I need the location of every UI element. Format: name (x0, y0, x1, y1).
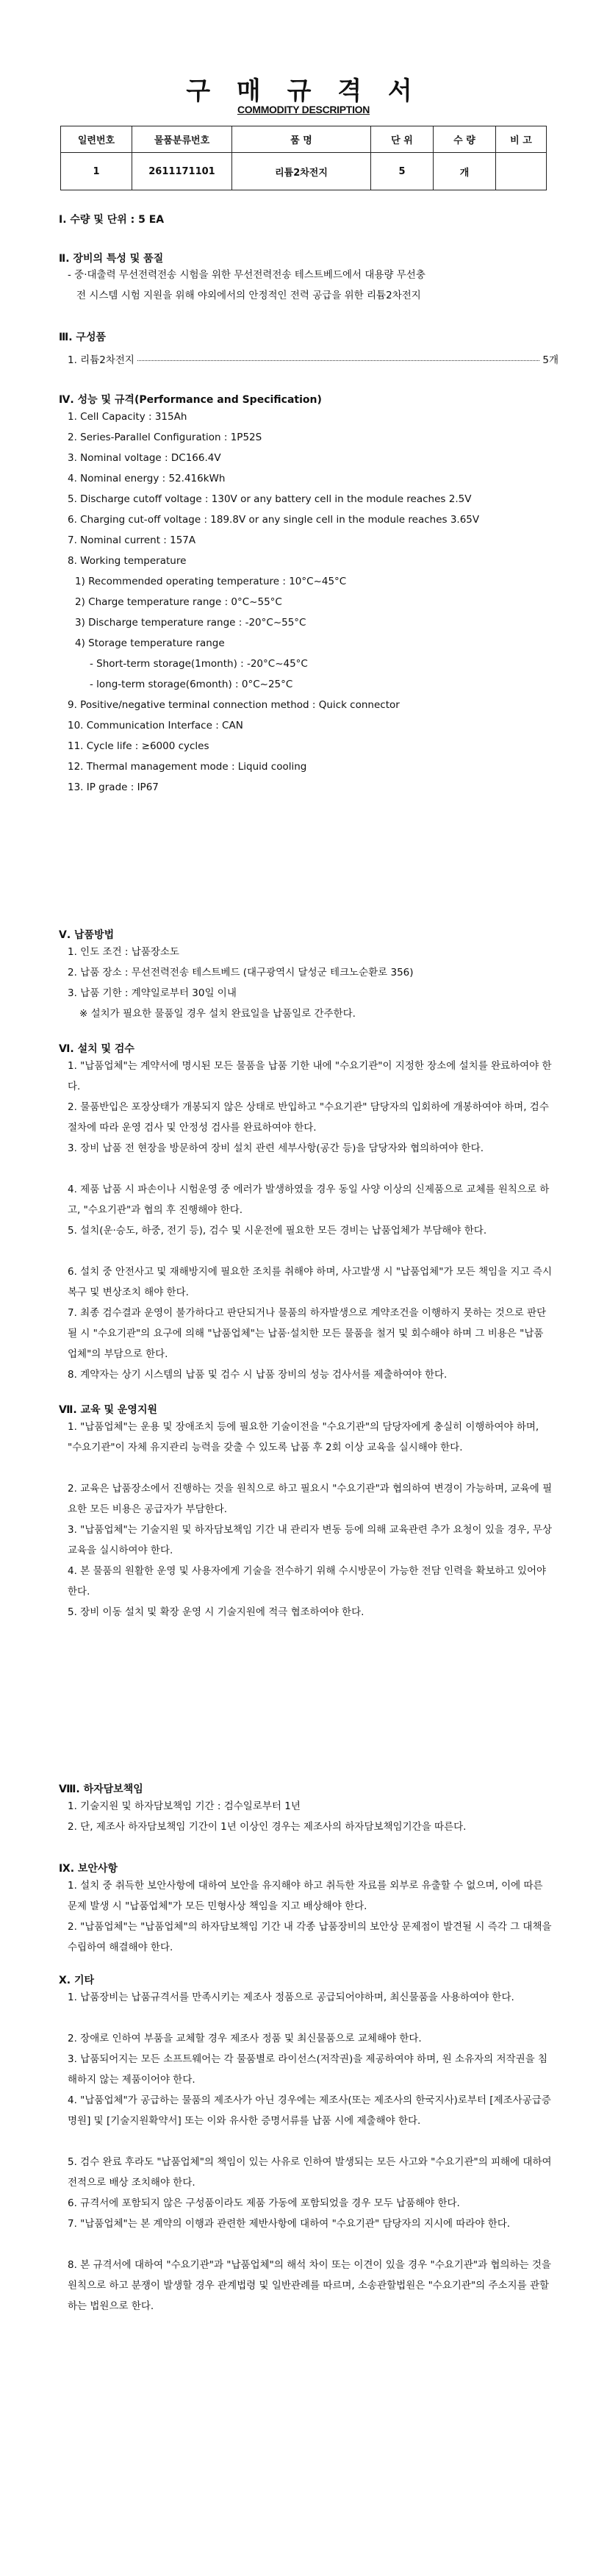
table-header: 수 량 (434, 126, 496, 153)
training-item: 3. "납품업체"는 기술지원 및 하자담보책임 기간 내 관리자 변동 등에 의해 교육관련 추가 요청이 있을 경우, 무상교육을 실시하여야 한다. (68, 1524, 553, 1556)
spec-item: 3. Nominal voltage : DC166.4V (68, 452, 221, 464)
warranty-item: 2. 단, 제조사 하자담보책임 기간이 1년 이상인 경우는 제조사의 하자담보책임기간을 따른다. (68, 1821, 467, 1833)
delivery-item: 1. 인도 조건 : 납품장소도 (68, 946, 179, 958)
delivery-note: ※ 설치가 필요한 물품일 경우 설치 완료일을 납품일로 간주한다. (79, 1008, 356, 1020)
installation-item: 3. 장비 납품 전 현장을 방문하여 장비 설치 관련 세부사항(공간 등)을 담당자와 협의하여야 한다. (68, 1142, 484, 1154)
table-cell: 1 (61, 153, 132, 190)
document-title: 구 매 규 격 서 (186, 76, 421, 106)
spec-subitem: 2) Charge temperature range : 0°C~55°C (75, 596, 282, 608)
document-subtitle: COMMODITY DESCRIPTION (237, 104, 370, 115)
table-row (61, 153, 547, 190)
leader-dots (137, 359, 539, 361)
spec-item: 13. IP grade : IP67 (68, 781, 159, 793)
section-title-security: Ⅸ. 보안사항 (59, 1863, 118, 1875)
section-title-specifications: Ⅳ. 성능 및 규격(Performance and Specification) (59, 394, 322, 406)
section-text: - 중·대출력 무선전력전송 시험을 위한 무선전력전송 테스트베드에서 대용량 무선충 (68, 269, 425, 281)
security-item: 1. 설치 중 취득한 보안사항에 대하여 보안을 유지해야 하고 취득한 자료를 외부로 유출할 수 없으며, 이에 따른 문제 발생 시 "납품업체"가 모든 민형사상 책임을 지고 배상해야 한다. (68, 1880, 543, 1912)
spec-item: 6. Charging cut-off voltage : 189.8V or any single cell in the module reaches 3.65V (68, 514, 480, 526)
spec-item: 10. Communication Interface : CAN (68, 720, 243, 731)
installation-item: 2. 물품반입은 포장상태가 개봉되지 않은 상태로 반입하고 "수요기관" 담당자의 입회하에 개봉하여야 하며, 검수절차에 따라 운영 검사 및 안정성 검사를 완료하여야 한다. (68, 1101, 549, 1134)
spec-item: 4. Nominal energy : 52.416kWh (68, 473, 226, 484)
table-header: 물품분류번호 (132, 126, 232, 153)
spec-subitem: - long-term storage(6month) : 0°C~25°C (90, 679, 293, 690)
section-text: 전 시스템 시험 지원을 위해 야외에서의 안정적인 전력 공급을 위한 리튬2차전지 (76, 290, 421, 301)
component-row (68, 348, 558, 369)
spec-subitem: 3) Discharge temperature range : -20°C~55°C (75, 617, 306, 629)
etc-item: 7. "납품업체"는 본 계약의 이행과 관련한 제반사항에 대하여 "수요기관" 담당자의 지시에 따라야 한다. (68, 2218, 511, 2230)
training-item: 5. 장비 이동 설치 및 확장 운영 시 기술지원에 적극 협조하여야 한다. (68, 1606, 364, 1618)
installation-item: 7. 최종 검수결과 운영이 불가하다고 판단되거나 물품의 하자발생으로 계약조건을 이행하지 못하는 것으로 판단될 시 "수요기관"의 요구에 의해 "납품업체"는 납품·설치한 모든 물품을 철거 및 회수해야 하며 그 비용은 "납품업체"의 부담으로 한다. (68, 1307, 547, 1360)
table-cell: 5 (371, 153, 434, 190)
etc-item: 5. 검수 완료 후라도 "납품업체"의 책임이 있는 사유로 인하여 발생되는 모든 사고와 "수요기관"의 피해에 대하여 전적으로 배상 조치해야 한다. (68, 2156, 552, 2189)
installation-item: 6. 설치 중 안전사고 및 재해방지에 필요한 조치를 취해야 하며, 사고발생 시 "납품업체"가 모든 책임을 지고 즉시 복구 및 변상조치 해야 한다. (68, 1266, 553, 1298)
section-title-training: Ⅶ. 교육 및 운영지원 (59, 1404, 158, 1416)
spec-item: 9. Positive/negative terminal connection method : Quick connector (68, 699, 400, 711)
spec-item: 7. Nominal current : 157A (68, 534, 196, 546)
section-title-components: Ⅲ. 구성품 (59, 332, 106, 343)
spec-subitem: - Short-term storage(1month) : -20°C~45°C (90, 658, 308, 670)
warranty-item: 1. 기술지원 및 하자담보책임 기간 : 검수일로부터 1년 (68, 1800, 301, 1812)
spec-item: 11. Cycle life : ≥6000 cycles (68, 740, 209, 752)
section-title-delivery: Ⅴ. 납품방법 (59, 929, 115, 941)
section-title-warranty: Ⅷ. 하자담보책임 (59, 1783, 143, 1795)
spec-subitem: 1) Recommended operating temperature : 10°C~45°C (75, 576, 347, 587)
training-item: 4. 본 물품의 원활한 운영 및 사용자에게 기술을 전수하기 위해 수시방문이 가능한 전담 인력을 확보하고 있어야 한다. (68, 1565, 547, 1598)
etc-item: 4. "납품업체"가 공급하는 물품의 제조사가 아닌 경우에는 제조사(또는 제조사의 한국지사)로부터 [제조사공급증명원] 및 [기술지원확약서] 또는 이와 유사한 증명서류를 납품 시에 제출해야 한다. (68, 2094, 551, 2127)
spec-subitem: 4) Storage temperature range (75, 637, 225, 649)
etc-item: 2. 장애로 인하여 부품을 교체할 경우 제조사 정품 및 최신물품으로 교체해야 한다. (68, 2033, 422, 2044)
spec-item: 5. Discharge cutoff voltage : 130V or any battery cell in the module reaches 2.5V (68, 493, 472, 505)
installation-item: 8. 계약자는 상기 시스템의 납품 및 검수 시 납품 장비의 성능 검사서를 제출하여야 한다. (68, 1369, 448, 1381)
training-item: 2. 교육은 납품장소에서 진행하는 것을 원칙으로 하고 필요시 "수요기관"과 협의하여 변경이 가능하며, 교육에 필요한 모든 비용은 공급자가 부담한다. (68, 1483, 553, 1515)
section-title-installation: Ⅵ. 설치 및 검수 (59, 1043, 134, 1055)
component-name: 1. 리튬2차전지 (68, 354, 134, 366)
installation-item: 5. 설치(운·승도, 하중, 전기 등), 검수 및 시운전에 필요한 모든 경비는 납품업체가 부담해야 한다. (68, 1225, 487, 1237)
table-header: 비 고 (496, 126, 547, 153)
spec-item: 8. Working temperature (68, 555, 187, 567)
table-cell: 개 (434, 153, 496, 190)
installation-item: 4. 제품 납품 시 파손이나 시험운영 중 에러가 발생하였을 경우 동일 사양 이상의 신제품으로 교체를 원칙으로 하고, "수요기관"과 협의 후 진행해야 한다. (68, 1184, 550, 1216)
installation-item: 1. "납품업체"는 계약서에 명시된 모든 물품을 납품 기한 내에 "수요기관"이 지정한 장소에 설치를 완료하여야 한다. (68, 1060, 552, 1092)
spec-item: 2. Series-Parallel Configuration : 1P52S (68, 432, 262, 443)
table-header: 단 위 (371, 126, 434, 153)
table-cell: 리튬2차전지 (232, 153, 371, 190)
component-quantity: 5개 (542, 354, 558, 366)
etc-item: 1. 납품장비는 납품규격서를 만족시키는 제조사 정품으로 공급되어야하며, 최신물품을 사용하여야 한다. (68, 1992, 514, 2003)
table-header: 일련번호 (61, 126, 132, 153)
etc-item: 6. 규격서에 포함되지 않은 구성품이라도 제품 가동에 포함되었을 경우 모두 납품해야 한다. (68, 2197, 460, 2209)
table-cell (496, 153, 547, 190)
etc-item: 3. 납품되어지는 모든 소프트웨어는 각 물품별로 라이선스(저작권)을 제공하여야 하며, 원 소유자의 저작권을 침해하지 않는 제품이어야 한다. (68, 2053, 548, 2086)
section-title-quantity: Ⅰ. 수량 및 단위 : 5 EA (59, 214, 165, 226)
etc-item: 8. 본 규격서에 대하여 "수요기관"과 "납품업체"의 해석 차이 또는 이견이 있을 경우 "수요기관"과 협의하는 것을 원칙으로 하고 분쟁이 발생할 경우 관계법령 및 일반관례를 따르며, 소송관할법원은 "수요기관"의 주소지를 관할하는 법원으로 한다. (68, 2259, 551, 2312)
table-cell: 2611171101 (132, 153, 232, 190)
table-header: 품 명 (232, 126, 371, 153)
table-header-row (61, 126, 547, 153)
spec-item: 12. Thermal management mode : Liquid cooling (68, 761, 307, 773)
section-title-characteristics: Ⅱ. 장비의 특성 및 품질 (59, 253, 164, 265)
spec-item: 1. Cell Capacity : 315Ah (68, 411, 187, 423)
security-item: 2. "납품업체"는 "납품업체"의 하자담보책임 기간 내 각종 납품장비의 보안상 문제점이 발견될 시 즉각 그 대책을 수립하여 해결해야 한다. (68, 1921, 552, 1953)
item-table (60, 126, 547, 190)
delivery-item: 2. 납품 장소 : 무선전력전송 테스트베드 (대구광역시 달성군 테크노순환로 356) (68, 967, 414, 978)
training-item: 1. "납품업체"는 운용 및 장애조치 등에 필요한 기술이전을 "수요기관"의 담당자에게 충실히 이행하여야 하며, "수요기관"이 자체 유지관리 능력을 갖출 수 있도록 납품 후 2회 이상 교육을 실시해야 한다. (68, 1421, 539, 1453)
section-title-etc: Ⅹ. 기타 (59, 1975, 95, 1986)
delivery-item: 3. 납품 기한 : 계약일로부터 30일 이내 (68, 987, 237, 999)
